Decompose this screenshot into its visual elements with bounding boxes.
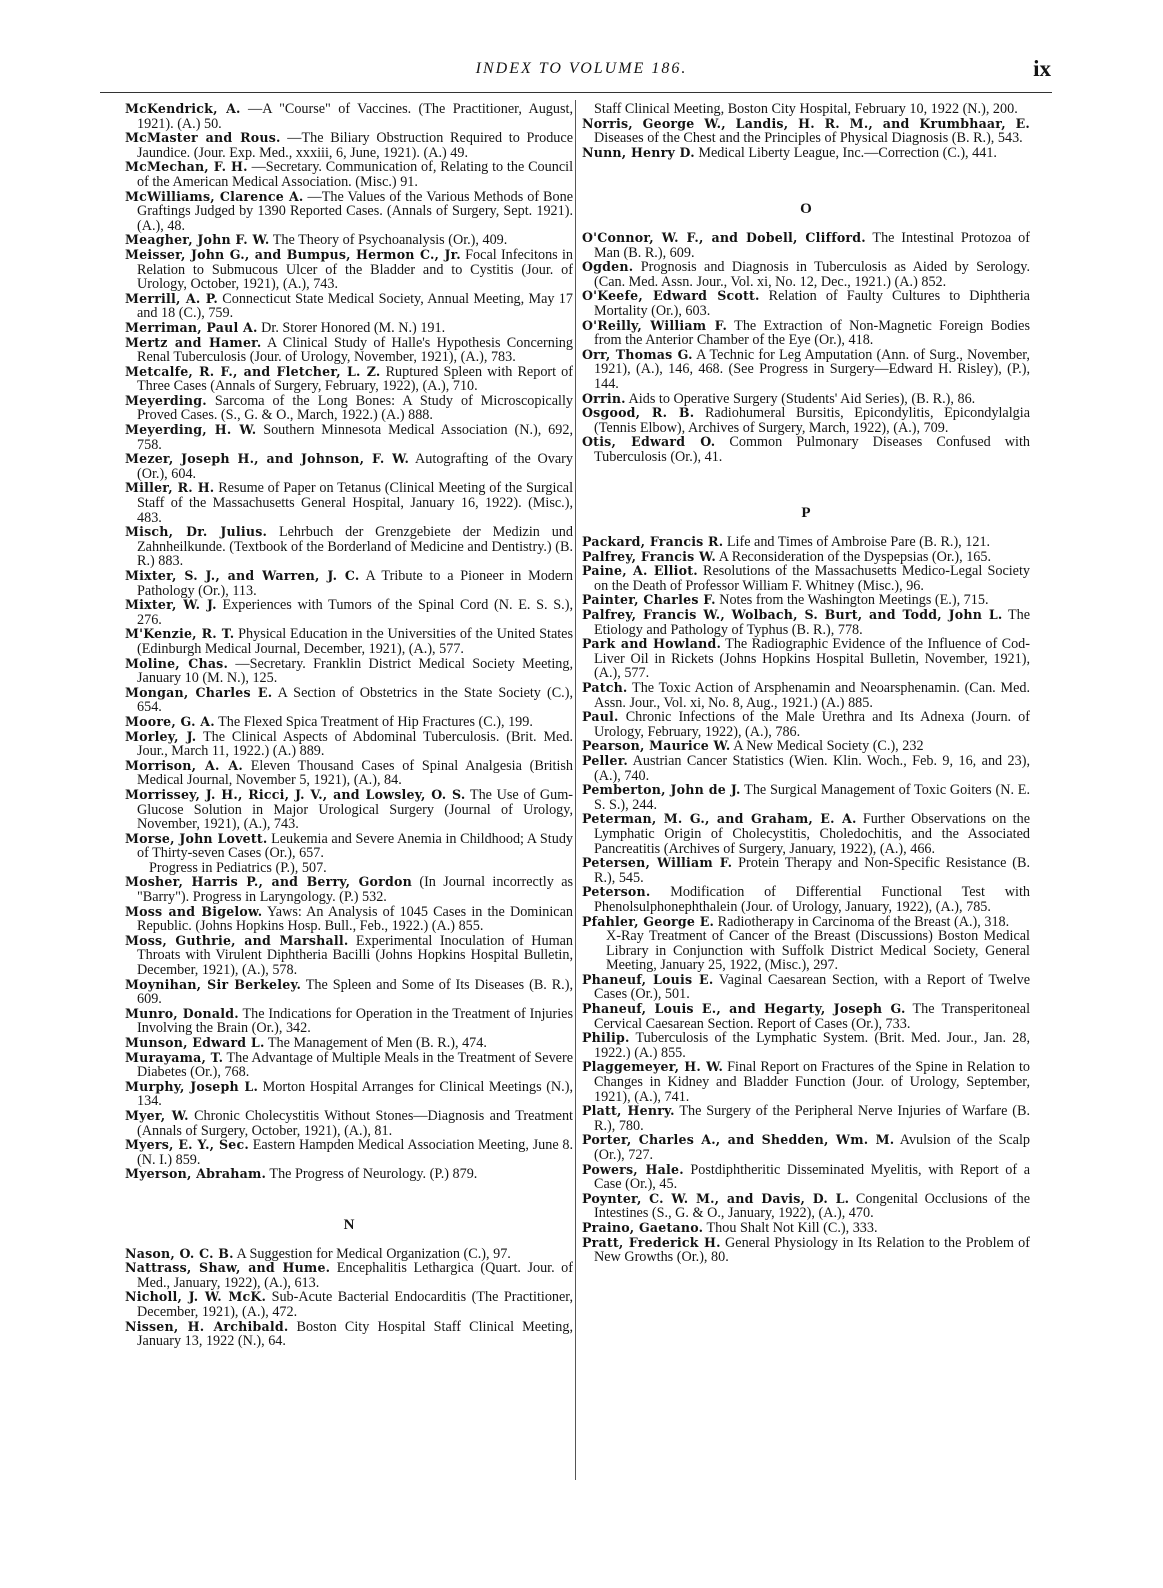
entry-author: Pfahler, George E. (582, 913, 715, 929)
entry-author: Peterson. (582, 884, 651, 900)
entry-author: Meisser, John G., and Bumpus, Hermon C., Jr. (125, 246, 461, 262)
entry-text: Resolutions of the Massachusetts Medico-Legal Society on the Death of Professor William F. Whitney (Misc.), 96. (594, 563, 1031, 594)
entry-text: Common Pulmonary Diseases Confused with Tuberculosis (Or.), 41. (594, 434, 1031, 465)
header-rule (100, 92, 1052, 93)
entry-text: A Clinical Study of Halle's Hypothesis Concerning Renal Tuberculosis (Jour. of Urology, November, 1921), (A.), 783. (137, 334, 573, 366)
entry-text: —Secretary. Communication of, Relating to the Council of the American Medical Association. (Misc.) 91. (137, 159, 574, 190)
entry-author: Myers, E. Y., Sec. (125, 1137, 249, 1153)
index-entry (582, 319, 1030, 348)
entry-author: O'Connor, W. F., and Dobell, Clifford. (582, 229, 866, 245)
entry-text: Life and Times of Ambroise Pare (B. R.), 121. (726, 534, 991, 551)
entry-continuation: Progress in Pediatrics (P.), 507. (149, 859, 327, 876)
index-entry (582, 406, 1030, 435)
entry-author: Nattrass, Shaw, and Hume. (125, 1260, 331, 1276)
column-divider (575, 100, 576, 1480)
entry-text: Avulsion of the Scalp (Or.), 727. (594, 1132, 1030, 1163)
entry-text: Experimental Inoculation of Human Throats with Virulent Diphtheria Bacilli (Johns Hopkins Hospital Bulletin, December, 1921), (A.), 578. (137, 932, 574, 979)
index-entry (125, 292, 573, 321)
entry-text: A Suggestion for Medical Organization (C.), 97. (236, 1245, 511, 1262)
entry-author: Nicholl, J. W. McK. (125, 1289, 267, 1305)
index-entry (582, 1060, 1030, 1104)
entry-text: Prognosis and Diagnosis in Tuberculosis as Aided by Serology. (Can. Med. Assn. Jour., Vol. xi, No. 12, Dec., 1921.) (A.) 852. (594, 259, 1031, 290)
entry-author: Mixter, W. J. (125, 597, 217, 613)
index-entry (125, 423, 573, 452)
entry-author: Peterman, M. G., and Graham, E. A. (582, 811, 857, 827)
entry-continuation: X-Ray Treatment of Cancer of the Breast (Discussions) Boston Medical Library in Conjunction with Suffolk District Medical Society, General Meeting, January 25, 1922, (Misc.), 297. (606, 928, 1030, 974)
entry-author: Nissen, H. Archibald. (125, 1318, 289, 1334)
index-entry (582, 146, 1030, 161)
entry-author: Petersen, William F. (582, 855, 733, 871)
entry-author: Peller. (582, 752, 628, 768)
entry-text: Boston City Hospital Staff Clinical Meeting, January 13, 1922 (N.), 64. (137, 1318, 573, 1350)
index-entry (582, 1104, 1030, 1133)
index-entry (582, 564, 1030, 593)
entry-author: Plaggemeyer, H. W. (582, 1059, 724, 1075)
section-n-entries-right (582, 117, 1030, 161)
entry-text: Southern Minnesota Medical Association (N.), 692, 758. (137, 422, 573, 453)
entry-author: Moore, G. A. (125, 713, 215, 729)
index-entry (125, 1007, 573, 1036)
entry-text: The Surgery of the Peripheral Nerve Injuries of Warfare (B. R.), 780. (594, 1103, 1030, 1134)
section-n-entries-left (125, 1247, 573, 1349)
entry-author: McMechan, F. H. (125, 159, 248, 175)
entry-text: The Radiographic Evidence of the Influence of Cod-Liver Oil in Rickets (Johns Hopkins Hospital Bulletin, November, 1921), (A.), 577. (594, 636, 1030, 682)
index-entry (582, 885, 1030, 914)
index-entry (582, 637, 1030, 681)
entry-text: Diseases of the Chest and the Principles of Physical Diagnosis (B. R.), 543. (594, 130, 1023, 147)
entry-text: Physical Education in the Universities of the United States (Edinburgh Medical Journal, December, 1921), (A.), 577. (137, 626, 574, 657)
index-entry (582, 783, 1030, 812)
index-entry (582, 1192, 1030, 1221)
entry-author: Orr, Thomas G. (582, 346, 693, 362)
entry-author: Osgood, R. B. (582, 405, 695, 421)
entry-text: The Surgical Management of Toxic Goiters (N. E. S. S.), 244. (594, 782, 1031, 813)
entry-author: O'Keefe, Edward Scott. (582, 288, 760, 304)
entry-text: The Progress of Neurology. (P.) 879. (269, 1166, 478, 1183)
entry-author: Moynihan, Sir Berkeley. (125, 976, 302, 992)
entry-author: Moss and Bigelow. (125, 903, 263, 919)
entry-author: Poynter, C. W. M., and Davis, D. L. (582, 1190, 850, 1206)
index-entry (582, 435, 1030, 464)
entry-author: Munson, Edward L. (125, 1035, 265, 1050)
entry-text: A New Medical Society (C.), 232 (733, 738, 924, 755)
entry-text: Lehrbuch der Grenzgebiete der Medizin und Zahnheilkunde. (Textbook of the Borderland of Medicine and Dentistry.) (B. R.) 883. (137, 524, 573, 570)
entry-author: Meagher, John F. W. (125, 232, 270, 248)
entry-text: Further Observations on the Lymphatic Origin of Cholecystitis, Choledochitis, and the Associated Pancreatitis (Archives of Surgery, January, 1922), (A.), 466. (594, 811, 1031, 857)
entry-author: Patch. (582, 680, 628, 695)
entry-author: Pratt, Frederick H. (582, 1234, 721, 1250)
entry-author: Norris, George W., Landis, H. R. M., and Krumbhaar, E. (582, 115, 1030, 131)
entry-author: Palfrey, Francis W., Wolbach, S. Burt, and Todd, John L. (582, 607, 1003, 623)
entry-text: Resume of Paper on Tetanus (Clinical Meeting of the Surgical Staff of the Massachusetts General Hospital, January 16, 1922). (Misc.), 483. (137, 480, 574, 526)
continued-entry-text: Staff Clinical Meeting, Boston City Hospital, February 10, 1922 (N.), 200. (594, 101, 1018, 117)
entry-author: Munro, Donald. (125, 1005, 239, 1021)
page-header (0, 56, 1163, 86)
index-entry (582, 608, 1030, 637)
right-column (582, 102, 1030, 1265)
entry-author: Painter, Charles F. (582, 592, 716, 608)
entry-text: Leukemia and Severe Anemia in Childhood; A Study of Thirty-seven Cases (Or.), 657. (137, 830, 574, 862)
index-entry (582, 812, 1030, 856)
entry-author: McMaster and Rous. (125, 130, 281, 146)
entry-text: Protein Therapy and Non-Specific Resistance (B. R.), 545. (594, 855, 1031, 886)
page-number: ix (1033, 56, 1051, 81)
index-entry (125, 1036, 573, 1051)
entry-text: Yaws: An Analysis of 1045 Cases in the Dominican Republic. (Johns Hopkins Hosp. Bull., Feb., 1922.) (A.) 855. (137, 903, 573, 935)
entry-author: Phaneuf, Louis E. (582, 971, 714, 987)
index-entry (125, 321, 573, 336)
entry-text: Morton Hospital Arranges for Clinical Meetings (N.), 134. (137, 1078, 573, 1110)
index-entry (582, 392, 1030, 407)
index-entry (125, 1109, 573, 1138)
entry-text: The Extraction of Non-Magnetic Foreign Bodies from the Anterior Chamber of the Eye (Or.), 418. (594, 317, 1031, 349)
entry-author: Mertz and Hamer. (125, 334, 262, 350)
entry-text: Final Report on Fractures of the Spine in Relation to Changes in Kidney and Bladder Function (Jour. of Urology, September, 1921), (A.), 741. (594, 1059, 1031, 1105)
index-entry (125, 1247, 573, 1262)
entry-text: Sub-Acute Bacterial Endocarditis (The Practitioner, December, 1921), (A.), 472. (137, 1289, 574, 1320)
index-entry (125, 248, 573, 292)
index-entry (582, 348, 1030, 392)
index-entry (125, 978, 573, 1007)
entry-author: Pemberton, John de J. (582, 782, 741, 798)
index-entry (582, 260, 1030, 289)
entry-author: Murayama, T. (125, 1049, 224, 1065)
entry-text: The Use of Gum-Glucose Solution in Major Urological Surgery (Journal of Urology, November, 1921), (A.), 743. (137, 786, 573, 833)
index-entry (582, 1221, 1030, 1236)
index-entry (125, 686, 573, 715)
entry-author: Meyerding, H. W. (125, 422, 257, 438)
continued-entry (582, 102, 1030, 117)
entry-author: Mongan, Charles E. (125, 684, 273, 700)
entry-text: Chronic Cholecystitis Without Stones—Diagnosis and Treatment (Annals of Surgery, October, 1921), (A.), 81. (137, 1107, 573, 1139)
index-entry (582, 231, 1030, 260)
entry-author: Myerson, Abraham. (125, 1166, 267, 1182)
entry-author: Praino, Gaetano. (582, 1219, 704, 1235)
index-entry (582, 593, 1030, 608)
entry-author: Misch, Dr. Julius. (125, 524, 268, 540)
index-entry (125, 657, 573, 686)
entry-author: Mosher, Harris P., and Berry, Gordon (125, 874, 412, 890)
entry-author: Porter, Charles A., and Shedden, Wm. M. (582, 1132, 895, 1148)
section-m-entries (125, 102, 573, 1182)
entry-author: Mixter, S. J., and Warren, J. C. (125, 568, 360, 583)
index-entry (125, 627, 573, 656)
index-entry (125, 875, 573, 904)
entry-text: (In Journal incorrectly as "Barry"). Progress in Laryngology. (P.) 532. (137, 874, 574, 906)
entry-text: Dr. Storer Honored (M. N.) 191. (261, 319, 446, 336)
index-entry (125, 832, 573, 876)
entry-author: Merriman, Paul A. (125, 319, 258, 335)
entry-text: A Technic for Leg Amputation (Ann. of Surg., November, 1921), (A.), 146, 468. (See Progress in Surgery—Edward H. Risley), (P.), 144. (594, 346, 1030, 392)
entry-text: Radiotherapy in Carcinoma of the Breast (A.), 318. (717, 913, 1010, 930)
entry-author: Nason, O. C. B. (125, 1245, 234, 1261)
entry-text: Connecticut State Medical Society, Annual Meeting, May 17 and 18 (C.), 759. (137, 290, 573, 322)
running-head: INDEX TO VOLUME 186. (475, 60, 688, 77)
entry-author: Palfrey, Francis W. (582, 548, 716, 564)
entry-author: Morrissey, J. H., Ricci, J. V., and Lowsley, O. S. (125, 786, 466, 802)
index-entry (125, 1261, 573, 1290)
entry-author: Paul. (582, 709, 619, 725)
entry-text: Sarcoma of the Long Bones: A Study of Microscopically Proved Cases. (S., G. & O., March, 1922.) (A.) 888. (137, 392, 574, 424)
entry-text: Encephalitis Lethargica (Quart. Jour. of Med., January, 1922), (A.), 613. (137, 1260, 573, 1291)
entry-author: Miller, R. H. (125, 480, 215, 496)
index-entry (582, 1163, 1030, 1192)
entry-text: A Section of Obstetrics in the State Society (C.), 654. (137, 684, 574, 716)
entry-text: The Intestinal Protozoa of Man (B. R.), 609. (594, 229, 1030, 261)
entry-text: Relation of Faulty Cultures to Diphtheria Mortality (Or.), 603. (594, 288, 1030, 319)
entry-text: The Advantage of Multiple Meals in the Treatment of Severe Diabetes (Or.), 768. (137, 1049, 573, 1081)
entry-text: A Tribute to a Pioneer in Modern Pathology (Or.), 113. (137, 568, 574, 599)
entry-author: Platt, Henry. (582, 1103, 675, 1119)
entry-text: A Reconsideration of the Dyspepsias (Or.), 165. (718, 548, 992, 565)
entry-author: McKendrick, A. (125, 101, 241, 116)
index-entry (125, 481, 573, 525)
index-entry (125, 905, 573, 934)
entry-text: The Etiology and Pathology of Typhus (B. R.), 778. (594, 607, 1030, 638)
index-entry (125, 525, 573, 569)
index-entry (125, 131, 573, 160)
index-entry (125, 102, 573, 131)
section-p-entries (582, 535, 1030, 1265)
index-entry (125, 730, 573, 759)
index-entry (125, 1290, 573, 1319)
entry-author: Otis, Edward O. (582, 434, 716, 450)
entry-text: Vaginal Caesarean Section, with a Report of Twelve Cases (Or.), 501. (594, 971, 1030, 1003)
entry-author: Orrin. (582, 390, 626, 406)
section-heading-n: N (343, 1216, 355, 1233)
index-entry (125, 1051, 573, 1080)
index-entry (582, 535, 1030, 550)
entry-text: Eleven Thousand Cases of Spinal Analgesia (British Medical Journal, November 5, 1921), (A.), 84. (137, 757, 574, 789)
entry-text: Modification of Differential Functional Test with Phenolsulphonephthalein (Jour. of Urology, January, 1922), (A.), 785. (594, 884, 1030, 915)
entry-author: Paine, A. Elliot. (582, 563, 698, 579)
entry-text: Radiohumeral Bursitis, Epicondylitis, Epicondylalgia (Tennis Elbow), Archives of Surgery, March, 1922), (A.), 709. (594, 405, 1031, 436)
index-entry (125, 190, 573, 234)
entry-text: The Spleen and Some of Its Diseases (B. R.), 609. (137, 976, 573, 1008)
entry-author: Mezer, Joseph H., and Johnson, F. W. (125, 451, 410, 467)
index-entry (125, 365, 573, 394)
index-entry (582, 681, 1030, 710)
entry-author: Ogden. (582, 259, 634, 275)
entry-text: The Theory of Psychoanalysis (Or.), 409. (272, 232, 508, 249)
entry-author: McWilliams, Clarence A. (125, 188, 304, 204)
entry-author: O'Reilly, William F. (582, 317, 728, 333)
index-entry (125, 160, 573, 189)
entry-text: Tuberculosis of the Lymphatic System. (Brit. Med. Jour., Jan. 28, 1922.) (A.) 855. (594, 1030, 1030, 1061)
index-entry (582, 710, 1030, 739)
entry-text: Ruptured Spleen with Report of Three Cases (Annals of Surgery, February, 1922), (A.), 710. (137, 363, 573, 395)
entry-text: The Transperitoneal Cervical Caesarean Section. Report of Cases (Or.), 733. (594, 1001, 1031, 1032)
entry-author: Packard, Francis R. (582, 534, 724, 550)
entry-author: Meyerding. (125, 392, 207, 408)
entry-text: Focal Infecitons in Relation to Submucous Ulcer of the Bladder and to Cystitis (Jour. of Urology, October, 1921), (A.), 743. (137, 246, 573, 293)
entry-author: Moss, Guthrie, and Marshall. (125, 932, 349, 948)
index-entry (125, 569, 573, 598)
entry-text: —The Biliary Obstruction Required to Produce Jaundice. (Jour. Exp. Med., xxxiii, 6, June, 1921). (A.) 49. (137, 130, 573, 161)
index-entry (582, 1002, 1030, 1031)
index-entry (125, 1080, 573, 1109)
index-entry (125, 788, 573, 832)
index-entry (125, 336, 573, 365)
index-entry (582, 1236, 1030, 1265)
left-column (125, 102, 573, 1349)
entry-text: —A "Course" of Vaccines. (The Practitioner, August, 1921). (A.) 50. (137, 101, 574, 132)
entry-author: Merrill, A. P. (125, 290, 218, 306)
index-entry (582, 550, 1030, 565)
entry-author: Phaneuf, Louis E., and Hegarty, Joseph G. (582, 1001, 906, 1017)
index-entry (582, 915, 1030, 973)
index-entry (582, 754, 1030, 783)
entry-author: Moline, Chas. (125, 655, 229, 671)
entry-text: The Toxic Action of Arsphenamin and Neoarsphenamin. (Can. Med. Assn. Jour., Vol. xi, No. 8, Aug., 1921.) (A.) 885. (594, 680, 1031, 711)
index-entry (582, 856, 1030, 885)
entry-text: Experiences with Tumors of the Spinal Cord (N. E. S. S.), 276. (137, 597, 574, 628)
entry-author: M'Kenzie, R. T. (125, 626, 235, 642)
section-heading-o: O (800, 201, 812, 218)
entry-author: Morrison, A. A. (125, 757, 243, 773)
index-entry (125, 233, 573, 248)
entry-text: Postdiphtheritic Disseminated Myelitis, with Report of a Case (Or.), 45. (594, 1161, 1030, 1193)
entry-author: Morley, J. (125, 728, 197, 744)
index-entry (125, 1320, 573, 1349)
entry-text: Aids to Operative Surgery (Students' Aid Series), (B. R.), 86. (628, 390, 976, 407)
entry-text: The Indications for Operation in the Treatment of Injuries Involving the Brain (Or.), 342. (137, 1005, 573, 1037)
entry-text: —The Values of the Various Methods of Bone Graftings Judged by 1390 Reported Cases. (Annals of Surgery, Sept. 1921). (A.), 48. (137, 188, 573, 234)
entry-author: Murphy, Joseph L. (125, 1078, 259, 1094)
index-entry (582, 1031, 1030, 1060)
entry-text: Medical Liberty League, Inc.—Correction (C.), 441. (698, 144, 997, 161)
entry-text: General Physiology in Its Relation to the Problem of New Growths (Or.), 80. (594, 1234, 1031, 1266)
entry-author: Myer, W. (125, 1107, 189, 1123)
entry-text: Notes from the Washington Meetings (E.), 715. (719, 592, 989, 609)
entry-author: Pearson, Maurice W. (582, 738, 731, 754)
index-entry (125, 759, 573, 788)
index-entry (582, 739, 1030, 754)
index-entry (125, 1138, 573, 1167)
section-o-entries (582, 231, 1030, 465)
entry-text: Congenital Occlusions of the Intestines (S., G. & O., January, 1922), (A.), 470. (594, 1190, 1031, 1222)
entry-text: The Clinical Aspects of Abdominal Tuberculosis. (Brit. Med. Jour., March 11, 1922.) (A.) 889. (137, 728, 573, 760)
entry-author: Morse, John Lovett. (125, 830, 268, 846)
entry-author: Philip. (582, 1030, 630, 1046)
section-heading-p: P (801, 505, 811, 522)
index-entry (125, 934, 573, 978)
index-entry (125, 715, 573, 730)
entry-text: Thou Shalt Not Kill (C.), 333. (706, 1219, 878, 1236)
entry-author: Park and Howland. (582, 636, 722, 652)
index-entry (125, 452, 573, 481)
index-entry (582, 1133, 1030, 1162)
index-entry (582, 973, 1030, 1002)
entry-text: The Management of Men (B. R.), 474. (267, 1035, 487, 1051)
index-entry (582, 117, 1030, 146)
index-entry (125, 598, 573, 627)
entry-text: Chronic Infections of the Male Urethra and Its Adnexa (Journ. of Urology, February, 1922), (A.), 786. (594, 709, 1030, 740)
entry-text: Autografting of the Ovary (Or.), 604. (137, 451, 573, 482)
entry-author: Metcalfe, R. F., and Fletcher, L. Z. (125, 363, 381, 379)
entry-text: Eastern Hampden Medical Association Meeting, June 8. (N. I.) 859. (137, 1137, 573, 1168)
entry-text: Austrian Cancer Statistics (Wien. Klin. Woch., Feb. 9, 16, and 23), (A.), 740. (594, 752, 1031, 784)
index-entry (125, 1167, 573, 1182)
entry-text: —Secretary. Franklin District Medical Society Meeting, January 10 (M. N.), 125. (137, 655, 573, 687)
index-entry (582, 289, 1030, 318)
index-entry (125, 394, 573, 423)
entry-author: Powers, Hale. (582, 1161, 684, 1177)
entry-text: The Flexed Spica Treatment of Hip Fractures (C.), 199. (218, 713, 533, 730)
entry-author: Nunn, Henry D. (582, 144, 695, 160)
